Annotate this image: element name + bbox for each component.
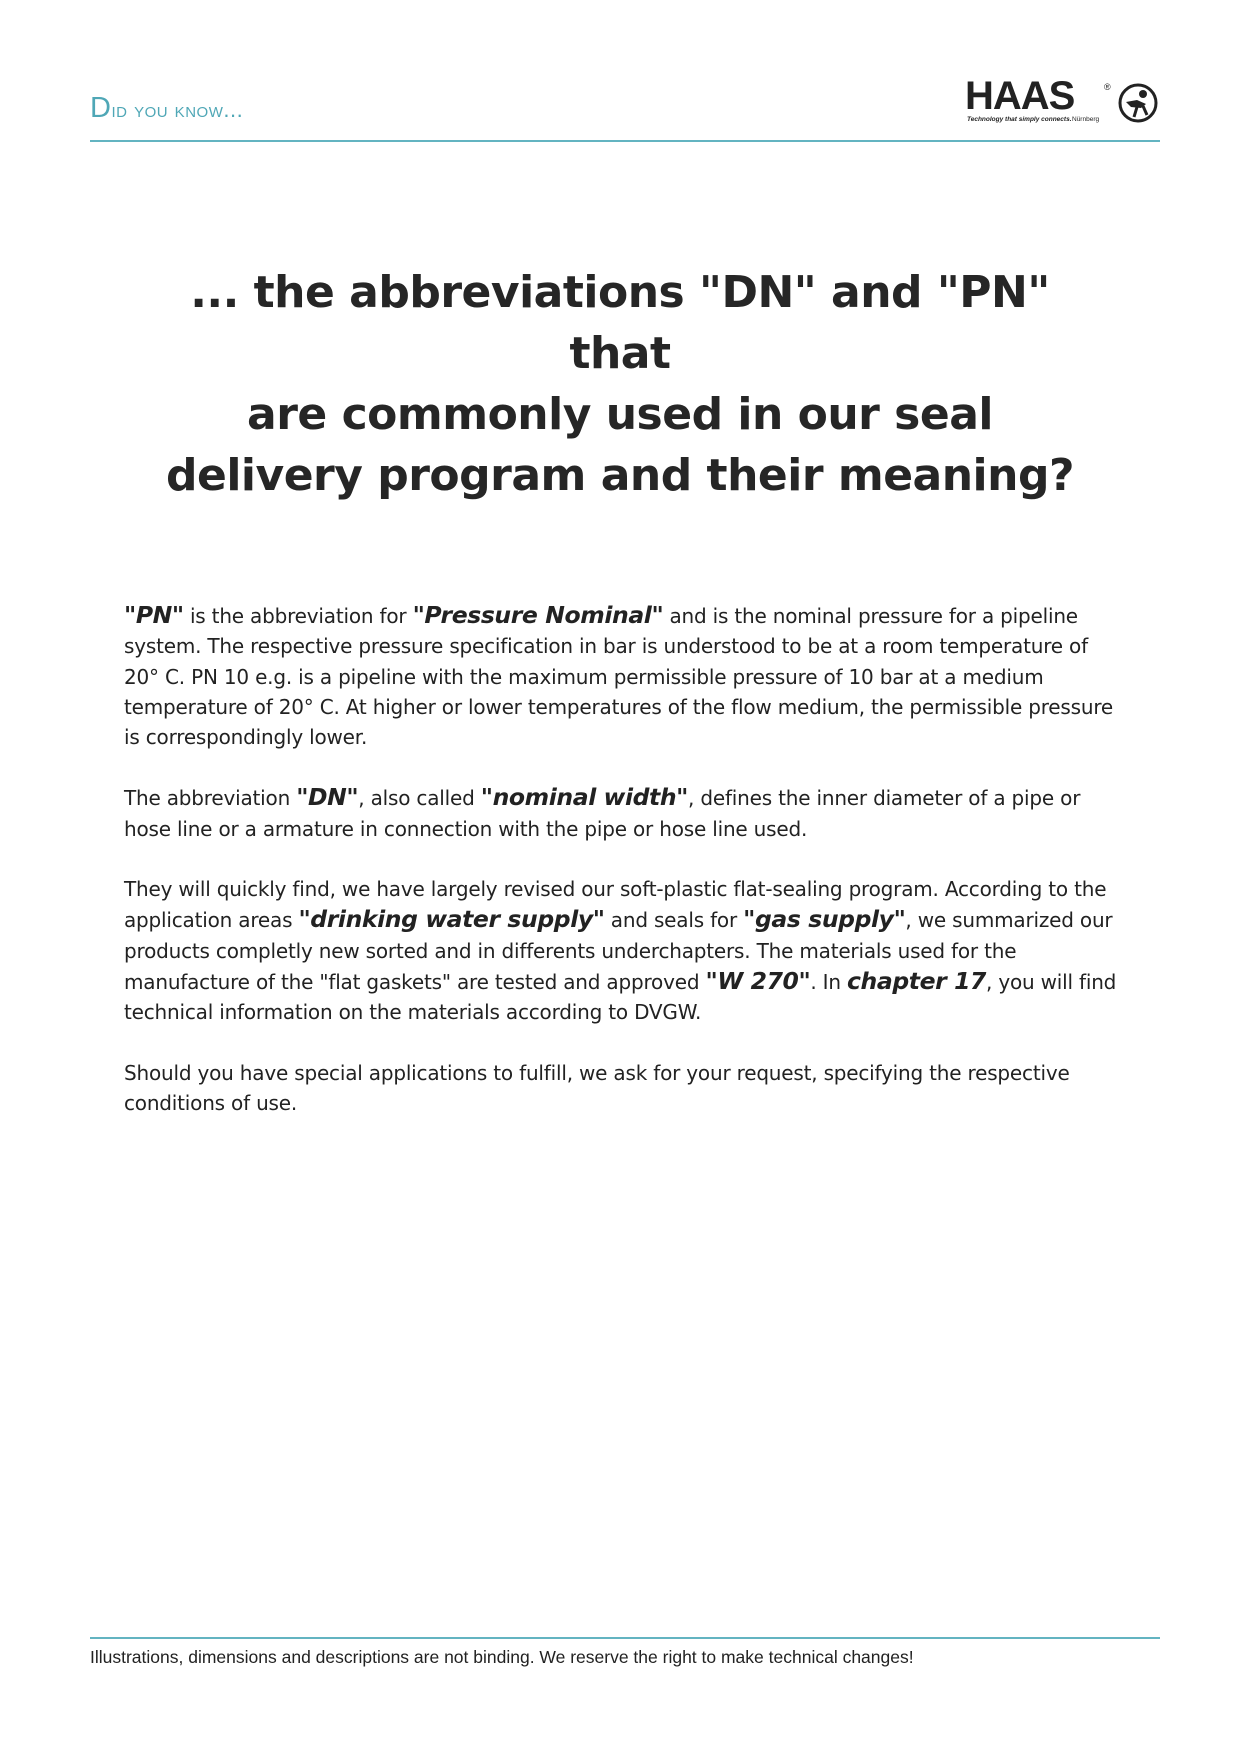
haas-logo <box>965 74 1160 128</box>
paragraph-dn: The abbreviation "DN", also called "nominal width", defines the inner diameter of a pipe or hose line or a armature in connection with the pipe or hose line used. <box>124 783 1081 841</box>
logo-tagline: Technology that simply connects. <box>967 116 1072 123</box>
paragraph-pn: "PN" is the abbreviation for "Pressure Nominal" and is the nominal pressure for a pipeline system. The respective pressure specification in bar is understood to be at a room temperature of 20° C. PN 10 e.g. is a pipeline with the maximum permissible pressure of 10 bar at a medium temperature of 20° C. At higher or lower temperatures of the flow medium, the permissible pressure is correspondingly lower. <box>124 601 1114 750</box>
paragraph-program: They will quickly find, we have largely revised our soft-plastic flat-sealing program. According to the application areas "drinking water supply" and seals for "gas supply", we summarized our products completly new sorted and in differents underchapters. The materials used for the manufacture of the "flat gaskets" are tested and approved "W 270". In chapter 17, you will find technical information on the materials according to DVGW. <box>124 877 1117 1025</box>
haas-emblem-icon <box>1117 82 1159 124</box>
page-header <box>90 74 1160 142</box>
article-body <box>124 600 1124 1148</box>
footer-disclaimer: Illustrations, dimensions and descriptions are not binding. We reserve the right to make technical changes! <box>90 1647 914 1667</box>
logo-wordmark: HAAS <box>965 74 1075 118</box>
header-divider <box>90 140 1160 142</box>
section-kicker: Did you know... <box>90 92 244 124</box>
paragraph-request: Should you have special applications to fulfill, we ask for your request, specifying the respective conditions of use. <box>124 1060 1070 1115</box>
footer-divider <box>90 1637 1160 1639</box>
logo-city: Nürnberg <box>1072 116 1100 123</box>
logo-registered-mark: ® <box>1104 82 1111 92</box>
page-title: ... the abbreviations "DN" and "PN" that are commonly used in our seal delivery program and their meaning? <box>166 267 1074 501</box>
